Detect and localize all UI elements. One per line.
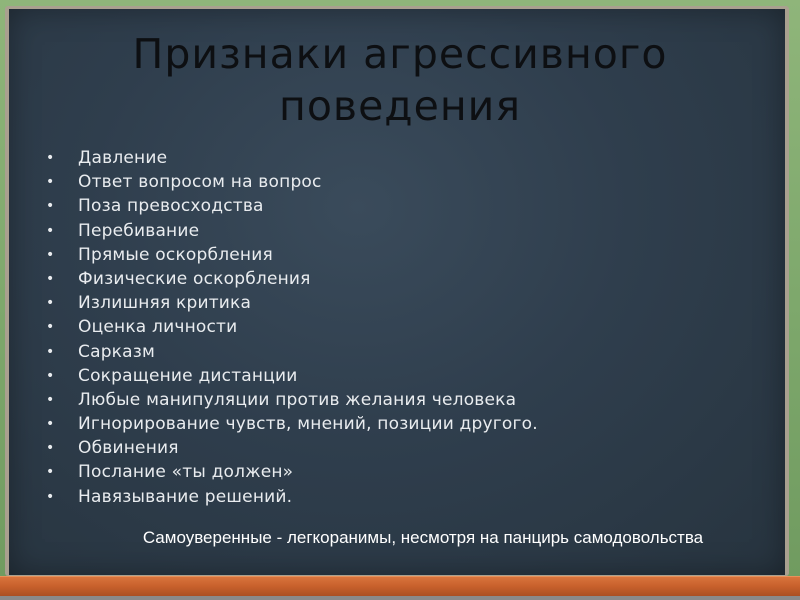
bullet-icon: • bbox=[46, 391, 55, 408]
list-item-text: Сокращение дистанции bbox=[78, 365, 298, 386]
list-item bbox=[46, 388, 746, 412]
list-item-text: Послание «ты должен» bbox=[78, 462, 294, 483]
signs-list bbox=[46, 146, 746, 509]
list-item-text: Поза превосходства bbox=[78, 196, 264, 217]
list-item bbox=[46, 243, 746, 267]
list-item bbox=[46, 340, 746, 364]
bullet-icon: • bbox=[46, 343, 55, 360]
list-item bbox=[46, 170, 746, 194]
list-item-text: Оценка личности bbox=[78, 317, 238, 338]
list-item bbox=[46, 146, 746, 170]
list-item-text: Игнорирование чувств, мнений, позиции другого. bbox=[78, 414, 538, 435]
list-item-text: Давление bbox=[78, 148, 168, 168]
bullet-icon: • bbox=[46, 174, 55, 191]
footer-note: Самоуверенные - легкоранимы, несмотря на панцирь самодовольства bbox=[142, 528, 704, 547]
list-item bbox=[46, 315, 746, 339]
list-item-text: Физические оскорбления bbox=[78, 268, 311, 289]
bullet-icon: • bbox=[46, 319, 55, 336]
list-item bbox=[46, 412, 746, 436]
bullet-icon: • bbox=[46, 222, 55, 239]
list-item bbox=[46, 460, 746, 484]
bullet-icon: • bbox=[46, 416, 55, 433]
bullet-icon: • bbox=[46, 198, 55, 215]
list-item-text: Прямые оскорбления bbox=[78, 244, 273, 265]
bullet-icon: • bbox=[46, 150, 55, 166]
ledge-shadow bbox=[0, 596, 800, 600]
list-item-text: Обвинения bbox=[78, 438, 179, 459]
bullet-icon: • bbox=[46, 270, 55, 287]
list-item bbox=[46, 194, 746, 218]
list-item bbox=[46, 267, 746, 291]
list-item bbox=[46, 219, 746, 243]
chalk-ledge bbox=[0, 576, 800, 597]
list-item bbox=[46, 291, 746, 315]
bullet-icon: • bbox=[46, 367, 55, 384]
list-item-text: Ответ вопросом на вопрос bbox=[78, 172, 322, 193]
slide-title-line-2: поведения bbox=[279, 82, 521, 130]
list-item-text: Перебивание bbox=[78, 220, 200, 241]
slide-title-line-1: Признаки агрессивного bbox=[132, 30, 668, 78]
bullet-icon: • bbox=[46, 464, 55, 481]
list-item bbox=[46, 364, 746, 388]
bullet-icon: • bbox=[46, 440, 55, 457]
bullet-icon: • bbox=[46, 488, 55, 505]
list-item-text: Любые манипуляции против желания человека bbox=[78, 389, 517, 410]
slide-title bbox=[0, 28, 800, 132]
bullet-icon: • bbox=[46, 246, 55, 263]
list-item-text: Навязывание решений. bbox=[78, 486, 293, 507]
list-item bbox=[46, 485, 746, 509]
list-item-text: Сарказм bbox=[78, 341, 156, 362]
list-item bbox=[46, 436, 746, 460]
bullet-icon: • bbox=[46, 295, 55, 312]
list-item-text: Излишняя критика bbox=[78, 293, 252, 314]
